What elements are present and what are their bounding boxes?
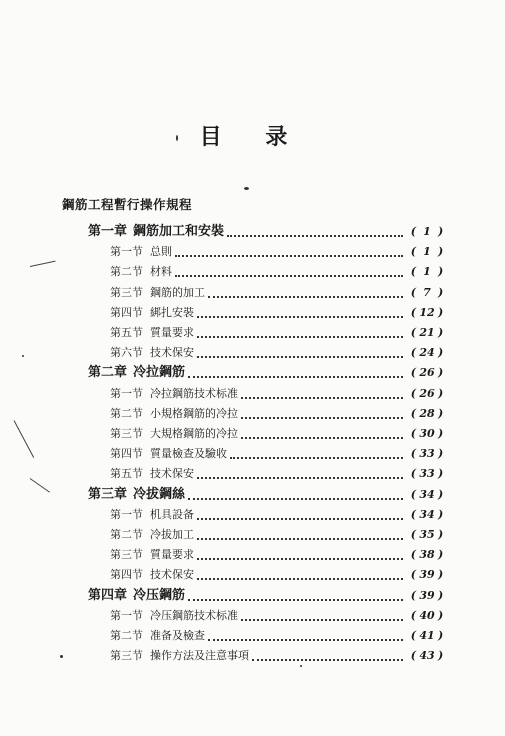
dot-leader [188,599,403,601]
page-number: ( 1 ) [410,225,444,238]
section-number: 第三节 [110,427,143,440]
dot-leader [241,417,403,419]
section-title: 質量要求 [150,326,194,339]
page-number: ( 39 ) [410,568,444,582]
page-number-value: 28 [419,406,435,420]
section-number: 第五节 [110,326,143,339]
toc-section-row [110,325,448,341]
section-title: 总則 [150,245,172,259]
section-number: 第三节 [110,285,143,299]
page-number: ( 34 ) [410,487,444,501]
scan-speck [176,135,178,141]
chapter-title: 冷压鋼筋 [133,587,186,603]
toc-section-row [110,446,448,462]
page-number: ( 30 ) [410,427,444,440]
page-number-value: 35 [419,528,435,541]
section-number: 第二节 [110,265,143,279]
dot-leader [227,235,403,237]
section-title: 冷拔加工 [150,528,194,541]
section-title: 技术保安 [150,346,194,360]
toc-section-row [110,264,448,280]
section-number: 第二节 [110,528,143,541]
toc-section-row [110,305,448,321]
dot-leader [230,457,403,459]
scan-speck [244,187,249,190]
page-number: ( 26 ) [410,366,444,380]
chapter-number: 第三章 [88,486,128,502]
page-number-value: 21 [419,326,435,339]
toc-section-row [110,466,448,482]
scan-speck [60,655,63,658]
page-number-value: 33 [419,467,435,481]
page-title: 目 录 [199,124,306,150]
page-number-value: 24 [419,346,435,360]
page-number-value: 26 [419,366,435,380]
dot-leader [188,376,403,378]
scan-scratch [30,478,50,493]
section-number: 第一节 [110,608,143,622]
section-number: 第三节 [110,548,143,562]
section-number: 第一节 [110,245,143,259]
page-number-value: 38 [419,548,435,562]
scan-scratch [14,420,35,458]
toc-section-row [110,648,448,664]
toc-section-row [110,386,448,402]
section-number: 第一节 [110,507,143,521]
page-number: ( 38 ) [410,548,444,562]
toc-chapter-row [88,487,448,503]
page-number: ( 24 ) [410,346,444,360]
toc-section-row [110,244,448,260]
section-number: 第六节 [110,346,143,360]
chapter-number: 第四章 [88,587,128,603]
page-number: ( 33 ) [410,447,444,461]
section-title: 大規格鋼筋的冷拉 [150,427,238,440]
dot-leader [188,498,403,500]
section-title: 綁扎安裝 [150,305,194,319]
page-number: ( 33 ) [410,467,444,481]
page-number: ( 39 ) [410,588,444,602]
document-heading: 鋼筋工程暫行操作規程 [62,197,193,212]
section-title: 小規格鋼筋的冷拉 [150,406,238,420]
section-number: 第五节 [110,467,143,481]
page-number-value: 43 [419,649,435,663]
page-number-value: 39 [419,568,435,582]
section-number: 第二节 [110,406,143,420]
page-number-value: 40 [419,608,435,622]
page-number-value: 41 [419,629,435,642]
section-title: 操作方法及注意事項 [150,649,249,663]
dot-leader [197,356,403,358]
section-title: 質量要求 [150,548,194,562]
toc-section-row [110,426,448,442]
toc-section-row [110,567,448,583]
section-number: 第四节 [110,305,143,319]
dot-leader [208,296,403,298]
page-number: ( 41 ) [410,629,444,642]
dot-leader [197,518,403,520]
dot-leader [197,558,403,560]
section-number: 第一节 [110,386,143,400]
page-number-value: 34 [419,487,435,501]
section-number: 第三节 [110,649,143,663]
page-number: ( 43 ) [410,649,444,663]
page-number: ( 28 ) [410,406,444,420]
toc-section-row [110,285,448,301]
dot-leader [241,619,403,621]
section-title: 机具設备 [150,507,194,521]
section-title: 技术保安 [150,467,194,481]
page-number: ( 21 ) [410,326,444,339]
dot-leader [197,477,403,479]
toc-section-row [110,345,448,361]
dot-leader [175,275,403,277]
dot-leader [197,578,403,580]
page-number: ( 1 ) [410,265,444,279]
chapter-title: 冷拉鋼筋 [133,365,186,381]
toc-chapter-row [88,588,448,604]
toc-section-row [110,628,448,644]
dot-leader [175,255,403,257]
section-title: 材料 [150,265,172,279]
page-number-value: 1 [423,265,431,279]
page-number: ( 26 ) [410,386,444,400]
page-number-value: 1 [423,245,431,259]
dot-leader [241,397,403,399]
page-number: ( 1 ) [410,245,444,259]
dot-leader [241,437,403,439]
section-title: 冷压鋼筋技术标准 [150,608,238,622]
section-title: 質量檢查及驗收 [150,447,227,461]
page-number: ( 7 ) [410,285,444,299]
dot-leader [197,336,403,338]
scan-speck [300,665,302,667]
chapter-number: 第一章 [88,224,128,239]
toc-chapter-row [88,365,448,381]
dot-leader [252,659,403,661]
toc-section-row [110,507,448,523]
section-number: 第四节 [110,568,143,582]
page-number-value: 12 [419,305,435,319]
page-number: ( 12 ) [410,305,444,319]
dot-leader [197,316,403,318]
section-title: 技术保安 [150,568,194,582]
page-number: ( 40 ) [410,608,444,622]
chapter-number: 第二章 [88,365,128,381]
page-number-value: 39 [419,588,435,602]
toc-chapter-row [88,224,448,240]
scan-speck [22,355,24,357]
section-number: 第二节 [110,629,143,642]
page-number-value: 34 [419,507,435,521]
section-title: 鋼筋的加工 [150,285,205,299]
section-title: 准备及檢查 [150,629,205,642]
dot-leader [197,538,403,540]
scan-scratch [30,261,56,267]
toc-section-row [110,527,448,543]
page-number-value: 33 [419,447,435,461]
page-number: ( 34 ) [410,507,444,521]
section-title: 冷拉鋼筋技术标准 [150,386,238,400]
section-number: 第四节 [110,447,143,461]
toc-section-row [110,608,448,624]
chapter-title: 冷拔鋼絲 [133,486,186,502]
chapter-title: 鋼筋加工和安裝 [133,224,225,239]
page-number-value: 1 [423,225,431,238]
page-number-value: 26 [419,386,435,400]
page-number: ( 35 ) [410,528,444,541]
dot-leader [208,639,403,641]
toc-section-row [110,547,448,563]
page-number-value: 7 [423,285,431,299]
page-number-value: 30 [419,427,435,440]
toc-section-row [110,406,448,422]
